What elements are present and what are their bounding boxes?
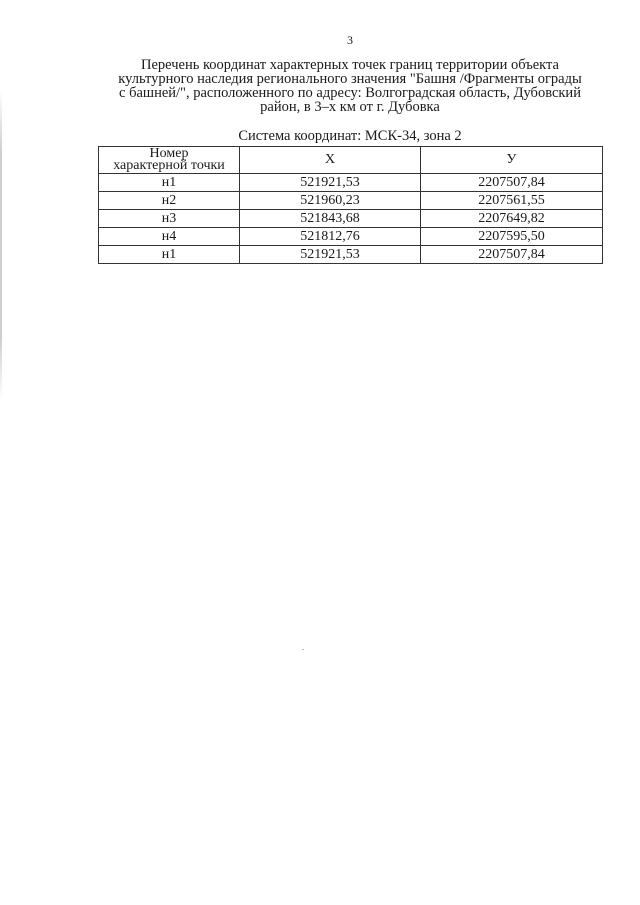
cell-point: н2	[99, 192, 240, 210]
table-row	[99, 228, 603, 246]
scan-margin-shadow	[0, 90, 2, 400]
page-number: 3	[347, 33, 353, 47]
table-row	[99, 210, 603, 228]
cell-x: 521921,53	[240, 174, 421, 192]
cell-x: 521921,53	[240, 246, 421, 264]
table-row	[99, 246, 603, 264]
coordinates-table	[98, 146, 603, 264]
title-line: Перечень координат характерных точек границ территории объекта	[141, 57, 559, 73]
cell-x: 521843,68	[240, 210, 421, 228]
document-title	[100, 58, 600, 114]
header-x: X	[240, 147, 421, 174]
cell-point: н3	[99, 210, 240, 228]
cell-x: 521812,76	[240, 228, 421, 246]
title-line: культурного наследия регионального значения "Башня /Фрагменты ограды	[118, 71, 582, 87]
cell-point: н4	[99, 228, 240, 246]
cell-x: 521960,23	[240, 192, 421, 210]
coordinate-system-caption: Система координат: МСК-34, зона 2	[238, 128, 462, 144]
header-point-line1: Номер	[149, 146, 189, 161]
scan-speck	[302, 649, 304, 650]
cell-y: 2207561,55	[421, 192, 603, 210]
title-line: с башней/", расположенного по адресу: Волгоградская область, Дубовский	[119, 85, 581, 101]
cell-point: н1	[99, 246, 240, 264]
cell-y: 2207649,82	[421, 210, 603, 228]
cell-y: 2207507,84	[421, 174, 603, 192]
cell-y: 2207595,50	[421, 228, 603, 246]
header-point-number	[99, 147, 240, 174]
header-point-line2: характерной точки	[113, 158, 225, 173]
header-y: У	[421, 147, 603, 174]
cell-y: 2207507,84	[421, 246, 603, 264]
table-row	[99, 174, 603, 192]
title-line: район, в 3–х км от г. Дубовка	[260, 99, 440, 115]
table-row	[99, 192, 603, 210]
table-header-row	[99, 147, 603, 174]
cell-point: н1	[99, 174, 240, 192]
